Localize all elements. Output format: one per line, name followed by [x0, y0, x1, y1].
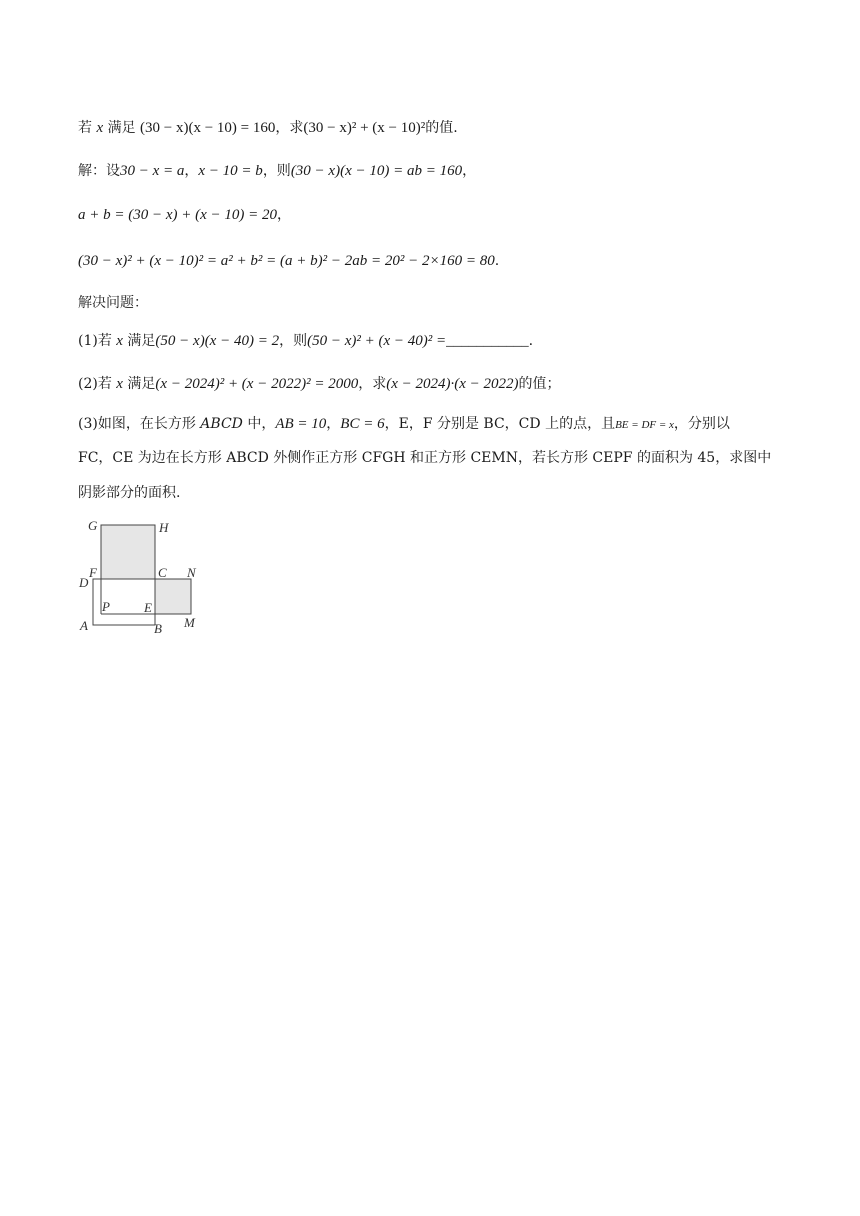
solution-line-3	[78, 251, 499, 271]
q2-expr: (x − 2024)·(x − 2022)	[386, 376, 519, 392]
answer-blank[interactable]: ___________	[446, 333, 529, 349]
intro-mid: 满足	[103, 120, 136, 136]
label-n: N	[187, 565, 196, 580]
q2-num: (2)若	[78, 376, 112, 392]
end: .	[494, 253, 500, 269]
q3-text-c: ，E，F 分别是 BC，CD 上的点，且	[384, 416, 616, 432]
var-x: x	[116, 376, 123, 392]
solution-line-2	[78, 205, 291, 225]
product-eq: (30 − x)(x − 10) = ab = 160	[290, 163, 463, 179]
question-3-line-3: 阴影部分的面积.	[78, 485, 181, 501]
sub-a: 30 − x = a	[120, 163, 185, 179]
end: ，	[277, 207, 292, 223]
q2-end: 的值；	[518, 376, 561, 392]
q2-ask: ，求	[358, 376, 387, 392]
label-m: M	[184, 615, 195, 630]
label-g: G	[88, 518, 98, 533]
label-c: C	[158, 565, 167, 580]
var-x: x	[116, 333, 123, 349]
var-x: x	[96, 120, 104, 136]
sep: ，	[184, 163, 199, 179]
q1-end: .	[528, 333, 534, 349]
q1-mid: 满足	[122, 333, 156, 349]
q3-rect: ABCD	[200, 416, 243, 432]
solution-line-1	[78, 161, 476, 181]
q3-be-df: BE = DF = x	[615, 419, 674, 431]
label-b: B	[154, 621, 162, 636]
label-h: H	[159, 520, 169, 535]
q3-bc: BC = 6	[340, 416, 385, 432]
square-cemn	[155, 579, 191, 614]
section-title: 解决问题：	[78, 295, 148, 311]
question-3-line-2: FC，CE 为边在长方形 ABCD 外侧作正方形 CFGH 和正方形 CEMN，若长方形 CEPF 的面积为 45，求图中	[78, 450, 772, 466]
question-1	[78, 331, 533, 351]
target-expression: (30 − x)² + (x − 10)²	[303, 120, 426, 136]
sum-eq: a + b = (30 − x) + (x − 10) = 20	[78, 207, 278, 223]
q2-mid: 满足	[122, 376, 156, 392]
q1-num: (1)若	[78, 333, 112, 349]
label-a: A	[80, 618, 88, 633]
intro-suffix: 的值.	[425, 120, 458, 136]
intro-prefix: 若	[78, 120, 92, 136]
question-3-line-1	[78, 414, 730, 435]
q3-ab: AB = 10	[275, 416, 327, 432]
geometry-figure	[74, 514, 214, 636]
q3-text-b: 中，	[242, 416, 276, 432]
then: ，则	[262, 163, 291, 179]
q1-expr: (50 − x)² + (x − 40)² =	[307, 333, 447, 349]
sub-b: x − 10 = b	[198, 163, 263, 179]
label-f: F	[89, 565, 97, 580]
solution-label: 解：设	[78, 163, 120, 179]
q3-text-d: ，分别以	[673, 416, 730, 432]
q3-text-a: (3)如图，在长方形	[78, 416, 201, 432]
square-cfgh	[101, 525, 155, 579]
sep: ，	[326, 416, 341, 432]
intro-ask: ，求	[275, 120, 304, 136]
end: ，	[462, 163, 477, 179]
question-2	[78, 374, 561, 394]
label-e: E	[144, 600, 152, 615]
label-d: D	[79, 575, 89, 590]
q1-then: ，则	[279, 333, 308, 349]
problem-statement	[78, 118, 458, 138]
q1-given: (50 − x)(x − 40) = 2	[155, 333, 280, 349]
result-eq: (30 − x)² + (x − 10)² = a² + b² = (a + b)² − 2ab = 20² − 2×160 = 80	[78, 253, 495, 269]
label-p: P	[102, 599, 110, 614]
given-equation: (30 − x)(x − 10) = 160	[140, 120, 276, 136]
q2-given: (x − 2024)² + (x − 2022)² = 2000	[155, 376, 359, 392]
